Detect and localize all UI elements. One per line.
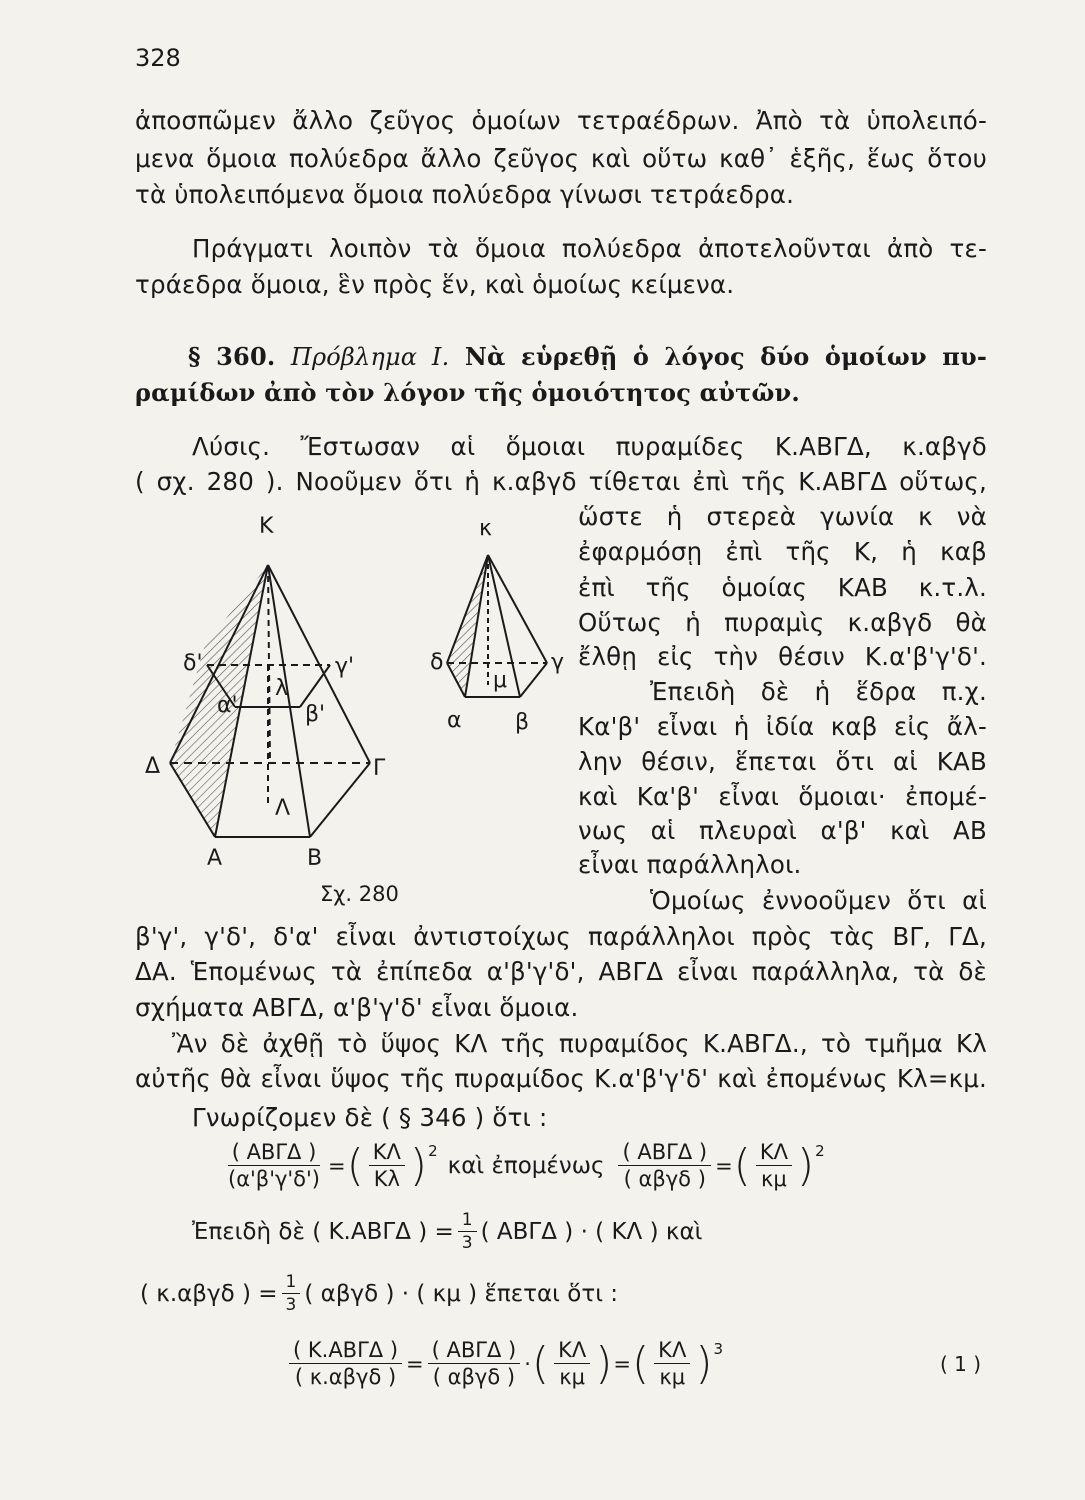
figure-280 bbox=[135, 505, 575, 915]
label-a: α bbox=[447, 708, 462, 733]
text-line: αὐτῆς θὰ εἶναι ὕψος τῆς πυραμίδος Κ.α'β'γ'δ' καὶ ἐπομένως Κλ=κμ. bbox=[135, 1064, 987, 1093]
label-Lambda: Λ bbox=[275, 796, 291, 821]
heading-title-1: Νὰ εὑρεθῇ ὁ λόγος δύο ὁμοίων πυ- bbox=[464, 342, 988, 371]
figure-caption: Σχ. 280 bbox=[320, 882, 399, 906]
page-number: 328 bbox=[135, 44, 181, 72]
text-line: Γνωρίζομεν δὲ ( § 346 ) ὅτι : bbox=[192, 1103, 548, 1132]
label-d-prime: δ' bbox=[183, 651, 203, 676]
problem-label: Πρόβλημα Ι. bbox=[290, 343, 450, 371]
side-line: λην θέσιν, ἕπεται ὅτι αἱ ΚΑΒ bbox=[578, 747, 987, 776]
side-line: Ἐπειδὴ δὲ ἡ ἕδρα π.χ. bbox=[650, 677, 987, 706]
side-line: Κα'β' εἶναι ἡ ἰδία καβ εἰς ἄλ- bbox=[578, 712, 987, 741]
text-line: σχήματα ΑΒΓΔ, α'β'γ'δ' εἶναι ὅμοια. bbox=[135, 993, 579, 1022]
label-Gamma: Γ bbox=[373, 756, 386, 781]
section-heading bbox=[188, 342, 987, 372]
side-line: Ὁμοίως ἐννοοῦμεν ὅτι αἱ bbox=[650, 886, 987, 915]
text-line: Ἂν δὲ ἀχθῇ τὸ ὕψος ΚΛ τῆς πυραμίδος Κ.ΑΒΓΔ., τὸ τμῆμα Κλ bbox=[172, 1029, 987, 1058]
label-k: κ bbox=[479, 516, 492, 541]
heading-title-2: ραμίδων ἀπὸ τὸν λόγον τῆς ὁμοιότητος αὐτῶν. bbox=[135, 378, 800, 407]
label-Delta: Δ bbox=[145, 754, 161, 779]
side-line: καὶ Κα'β' εἶναι ὅμοιαι· ἐπομέ- bbox=[578, 782, 987, 811]
label-g: γ bbox=[551, 650, 565, 675]
label-lambda-small: λ bbox=[275, 676, 289, 701]
label-B: Β bbox=[307, 846, 323, 871]
equation-tag: ( 1 ) bbox=[940, 1352, 982, 1376]
text-line: Πράγματι λοιπὸν τὰ ὅμοια πολύεδρα ἀποτελοῦνται ἀπὸ τε- bbox=[192, 234, 987, 263]
side-line: ἐπὶ τῆς ὁμοίας ΚΑΒ κ.τ.λ. bbox=[578, 573, 987, 602]
text-line: ἀποσπῶμεν ἄλλο ζεῦγος ὁμοίων τετραέδρων. Ἀπὸ τὰ ὑπολειπό- bbox=[135, 106, 987, 135]
label-d: δ bbox=[430, 650, 444, 675]
equation-3: ( κ.αβγδ ) = $\frac{1}{3}$ ( αβγδ ) · ( κμ ) ἕπεται ὅτι : bbox=[140, 1272, 619, 1315]
side-line: ἐφαρμόσῃ ἐπὶ τῆς Κ, ἡ καβ bbox=[578, 537, 987, 566]
side-line: εἶναι παράλληλοι. bbox=[578, 850, 802, 879]
side-line: νως αἱ πλευραὶ α'β' καὶ ΑΒ bbox=[578, 816, 987, 845]
label-K: Κ bbox=[259, 514, 274, 539]
side-line: ὥστε ἡ στερεὰ γωνία κ νὰ bbox=[578, 502, 987, 531]
text-line: ( σχ. 280 ). Νοοῦμεν ὅτι ἡ κ.αβγδ τίθεται ἐπὶ τῆς Κ.ΑΒΓΔ οὕτως, bbox=[135, 467, 987, 496]
label-b-prime: β' bbox=[305, 702, 326, 727]
text-line: τράεδρα ὅμοια, ἓν πρὸς ἕν, καὶ ὁμοίως κείμενα. bbox=[135, 270, 735, 299]
text-line: μενα ὅμοια πολύεδρα ἄλλο ζεῦγος καὶ οὕτω καθ᾽ ἑξῆς, ἕως ὅτου bbox=[135, 144, 987, 173]
text-line: τὰ ὑπολειπόμενα ὅμοια πολύεδρα γίνωσι τετράεδρα. bbox=[135, 180, 795, 209]
text-line: Λύσις. Ἔστωσαν αἱ ὅμοιαι πυραμίδες Κ.ΑΒΓΔ, κ.αβγδ bbox=[192, 432, 987, 461]
equation-1: $\frac{\text{( ΑΒΓΔ )}}{(\alpha'\beta'\gamma'\delta')}$ = ( $\frac{K\Lambda}{K\lambda}$ ) 2 καὶ ἐπομένως $\frac{\text{( ΑΒΓΔ )}}{\text{( αβγδ )}}$ = ( $\frac{K\Lambda}{\kappa\mu}$ ) 2 bbox=[228, 1139, 825, 1191]
side-line: ἔλθῃ εἰς τὴν θέσιν Κ.α'β'γ'δ'. bbox=[578, 642, 987, 671]
side-line: Οὕτως ἡ πυραμὶς κ.αβγδ θὰ bbox=[578, 608, 987, 637]
label-b: β bbox=[515, 710, 530, 735]
text-line: β'γ', γ'δ', δ'α' εἶναι ἀντιστοίχως παράλληλοι πρὸς τὰς ΒΓ, ΓΔ, bbox=[135, 922, 987, 951]
section-number: § 360. bbox=[188, 342, 276, 371]
label-a-prime: α' bbox=[217, 693, 238, 718]
label-g-prime: γ' bbox=[335, 654, 355, 679]
text-line: ΔΑ. Ἑπομένως τὰ ἐπίπεδα α'β'γ'δ', ΑΒΓΔ εἶναι παράλληλα, τὰ δὲ bbox=[135, 957, 987, 986]
equation-4: $\frac{\text{( Κ.ΑΒΓΔ )}}{\text{( κ.αβγδ )}}$ = $\frac{\text{( ΑΒΓΔ )}}{\text{( αβγδ )}}$ · ( $\frac{K\Lambda}{\kappa\mu}$ ) = ( $\frac{K\Lambda}{\kappa\mu}$ ) 3 bbox=[285, 1338, 723, 1389]
equation-2: Ἐπειδὴ δὲ ( Κ.ΑΒΓΔ ) = $\frac{1}{3}$ ( ΑΒΓΔ ) · ( ΚΛ ) καὶ bbox=[192, 1210, 703, 1253]
label-mu: μ bbox=[493, 668, 507, 693]
label-A: Α bbox=[207, 846, 223, 871]
